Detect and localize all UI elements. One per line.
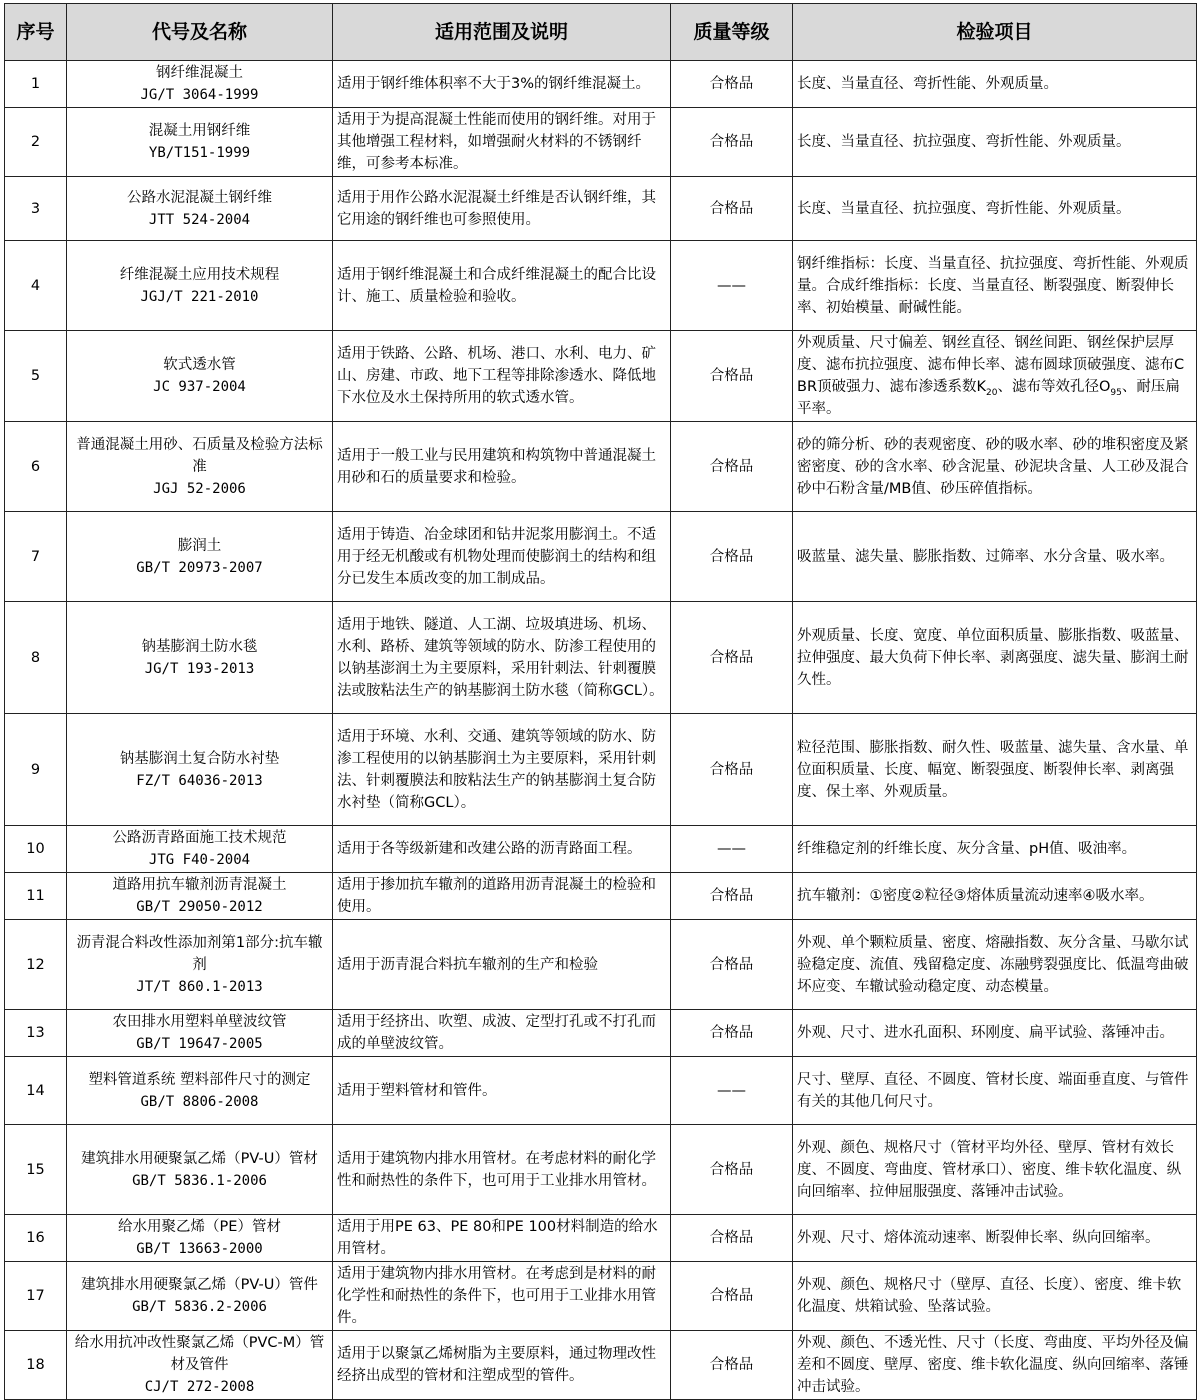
scope-text: 适用于沥青混合料抗车辙剂的生产和检验	[333, 920, 671, 1010]
standard-code: JTT 524-2004	[148, 211, 251, 228]
standard-code: JTG F40-2004	[148, 852, 251, 868]
row-number: 9	[5, 714, 67, 826]
standard-name	[67, 1057, 333, 1125]
table-row	[5, 241, 1197, 331]
standard-name	[67, 1125, 333, 1215]
standard-code: JG/T 193-2013	[144, 660, 255, 677]
standard-title: 膨润土	[177, 537, 222, 554]
quality-grade: 合格品	[671, 1125, 793, 1215]
header-grade: 质量等级	[671, 4, 793, 61]
quality-grade: 合格品	[671, 177, 793, 241]
header-name: 代号及名称	[67, 4, 333, 61]
standard-name	[67, 331, 333, 422]
standard-title: 钠基膨润土复合防水衬垫	[119, 750, 280, 767]
standard-title: 给水用聚乙烯（PE）管材	[118, 1219, 281, 1235]
quality-grade: 合格品	[671, 873, 793, 920]
inspection-items: 粒径范围、膨胀指数、耐久性、吸蓝量、滤失量、含水量、单位面积质量、长度、幅宽、断裂强度、断裂伸长率、剥离强度、保土率、外观质量。	[793, 714, 1197, 826]
standard-name	[67, 1215, 333, 1262]
row-number: 5	[5, 331, 67, 422]
table-row	[5, 826, 1197, 873]
header-items: 检验项目	[793, 4, 1197, 61]
inspection-items: 外观质量、尺寸偏差、钢丝直径、钢丝间距、钢丝保护层厚度、滤布抗拉强度、滤布伸长率、滤布圆球顶破强度、滤布CBR顶破强力、滤布渗透系数$K_{20}$、滤布等效孔径$O_{95}$、耐压扁平率。	[793, 331, 1197, 422]
standard-name	[67, 1262, 333, 1331]
inspection-items: 长度、当量直径、弯折性能、外观质量。	[793, 61, 1197, 108]
row-number: 3	[5, 177, 67, 241]
inspection-items: 尺寸、壁厚、直径、不圆度、管材长度、端面垂直度、与管件有关的其他几何尺寸。	[793, 1057, 1197, 1125]
quality-grade: 合格品	[671, 714, 793, 826]
scope-text: 适用于建筑物内排水用管材。在考虑到是材料的耐化学性和耐热性的条件下，也可用于工业排水用管件。	[333, 1262, 671, 1331]
table-row	[5, 1215, 1197, 1262]
standard-name	[67, 177, 333, 241]
standard-title: 农田排水用塑料单壁波纹管	[112, 1014, 287, 1030]
standard-code: JT/T 860.1-2013	[136, 978, 263, 995]
standard-title: 纤维混凝土应用技术规程	[119, 266, 280, 283]
standard-name	[67, 873, 333, 920]
standard-code: FZ/T 64036-2013	[136, 772, 263, 789]
standard-title: 混凝土用钢纤维	[148, 123, 251, 139]
standard-code: YB/T151-1999	[148, 145, 251, 161]
standard-title: 软式透水管	[163, 357, 236, 373]
scope-text: 适用于为提高混凝土性能而使用的钢纤维。对用于其他增强工程材料，如增强耐火材料的不锈钢纤维，可参考本标准。	[333, 108, 671, 177]
table-row	[5, 512, 1197, 602]
quality-grade: 合格品	[671, 1010, 793, 1057]
inspection-items: 外观、尺寸、进水孔面积、环刚度、扁平试验、落锤冲击。	[793, 1010, 1197, 1057]
scope-text: 适用于各等级新建和改建公路的沥青路面工程。	[333, 826, 671, 873]
standard-name	[67, 422, 333, 512]
standard-title: 给水用抗冲改性聚氯乙烯（PVC-M）管材及管件	[74, 1335, 325, 1373]
quality-grade: 合格品	[671, 1331, 793, 1400]
inspection-items: 钢纤维指标：长度、当量直径、抗拉强度、弯折性能、外观质量。合成纤维指标：长度、当量直径、断裂强度、断裂伸长率、初始模量、耐碱性能。	[793, 241, 1197, 331]
standard-name	[67, 602, 333, 714]
table-row	[5, 1331, 1197, 1400]
standard-code: JG/T 3064-1999	[140, 87, 259, 103]
table-row	[5, 1262, 1197, 1331]
scope-text: 适用于钢纤维体积率不大于3%的钢纤维混凝土。	[333, 61, 671, 108]
table-row	[5, 1057, 1197, 1125]
standard-title: 沥青混合料改性添加剂第1部分:抗车辙剂	[76, 934, 323, 973]
scope-text: 适用于用PE 63、PE 80和PE 100材料制造的给水用管材。	[333, 1215, 671, 1262]
scope-text: 适用于钢纤维混凝土和合成纤维混凝土的配合比设计、施工、质量检验和验收。	[333, 241, 671, 331]
row-number: 2	[5, 108, 67, 177]
standard-name	[67, 714, 333, 826]
standard-name	[67, 512, 333, 602]
scope-text: 适用于用作公路水泥混凝土纤维是否认钢纤维，其它用途的钢纤维也可参照使用。	[333, 177, 671, 241]
standard-name	[67, 1331, 333, 1400]
table-row	[5, 920, 1197, 1010]
standard-name	[67, 61, 333, 108]
standard-title: 建筑排水用硬聚氯乙烯（PV-U）管件	[81, 1277, 318, 1293]
standard-name	[67, 826, 333, 873]
inspection-items: 抗车辙剂：①密度②粒径③熔体质量流动速率④吸水率。	[793, 873, 1197, 920]
row-number: 4	[5, 241, 67, 331]
quality-grade: 合格品	[671, 61, 793, 108]
inspection-items: 外观、颜色、规格尺寸（壁厚、直径、长度）、密度、维卡软化温度、烘箱试验、坠落试验。	[793, 1262, 1197, 1331]
quality-grade: 合格品	[671, 512, 793, 602]
scope-text: 适用于一般工业与民用建筑和构筑物中普通混凝土用砂和石的质量要求和检验。	[333, 422, 671, 512]
inspection-items: 长度、当量直径、抗拉强度、弯折性能、外观质量。	[793, 177, 1197, 241]
row-number: 14	[5, 1057, 67, 1125]
standard-title: 普通混凝土用砂、石质量及检验方法标准	[76, 436, 323, 475]
standard-code: GB/T 8806-2008	[140, 1093, 259, 1110]
row-number: 10	[5, 826, 67, 873]
inspection-items: 外观、单个颗粒质量、密度、熔融指数、灰分含量、马歇尔试验稳定度、流值、残留稳定度、冻融劈裂强度比、低温弯曲破坏应变、车辙试验动稳定度、动态模量。	[793, 920, 1197, 1010]
quality-grade: 合格品	[671, 920, 793, 1010]
quality-grade: 合格品	[671, 331, 793, 422]
standard-code: CJ/T 272-2008	[144, 1379, 255, 1395]
standard-title: 钠基膨润土防水毯	[141, 638, 258, 655]
standard-code: JGJ 52-2006	[153, 480, 246, 497]
table-row	[5, 108, 1197, 177]
standard-title: 建筑排水用硬聚氯乙烯（PV-U）管材	[81, 1150, 318, 1167]
inspection-items: 长度、当量直径、抗拉强度、弯折性能、外观质量。	[793, 108, 1197, 177]
row-number: 16	[5, 1215, 67, 1262]
quality-grade: ——	[671, 1057, 793, 1125]
table-row	[5, 873, 1197, 920]
scope-text: 适用于掺加抗车辙剂的道路用沥青混凝土的检验和使用。	[333, 873, 671, 920]
inspection-items: 外观、颜色、不透光性、尺寸（长度、弯曲度、平均外径及偏差和不圆度、壁厚、密度、维卡软化温度、纵向回缩率、落锤冲击试验。	[793, 1331, 1197, 1400]
standards-table	[4, 3, 1197, 1400]
scope-text: 适用于建筑物内排水用管材。在考虑材料的耐化学性和耐热性的条件下，也可用于工业排水用管材。	[333, 1125, 671, 1215]
inspection-items: 砂的筛分析、砂的表观密度、砂的吸水率、砂的堆积密度及紧密密度、砂的含水率、砂含泥量、砂泥块含量、人工砂及混合砂中石粉含量/MB值、砂压碎值指标。	[793, 422, 1197, 512]
standard-code: GB/T 20973-2007	[136, 559, 263, 576]
scope-text: 适用于铸造、冶金球团和钻井泥浆用膨润土。不适用于经无机酸或有机物处理而使膨润土的结构和组分已发生本质改变的加工制成品。	[333, 512, 671, 602]
standard-name	[67, 108, 333, 177]
row-number: 12	[5, 920, 67, 1010]
standard-code: GB/T 13663-2000	[136, 1241, 263, 1257]
table-row	[5, 1010, 1197, 1057]
table-row	[5, 714, 1197, 826]
table-row	[5, 331, 1197, 422]
scope-text: 适用于塑料管材和管件。	[333, 1057, 671, 1125]
row-number: 8	[5, 602, 67, 714]
inspection-items: 外观、颜色、规格尺寸（管材平均外径、壁厚、管材有效长度、不圆度、弯曲度、管材承口）、密度、维卡软化温度、纵向回缩率、拉伸屈服强度、落锤冲击试验。	[793, 1125, 1197, 1215]
subscript: 20	[986, 387, 998, 398]
standard-code: GB/T 5836.1-2006	[132, 1172, 267, 1189]
header-no: 序号	[5, 4, 67, 61]
standard-title: 公路水泥混凝土钢纤维	[127, 189, 272, 206]
scope-text: 适用于环境、水利、交通、建筑等领域的防水、防渗工程使用的以钠基膨润土为主要原料，采用针刺法、针刺覆膜法和胺粘法生产的钠基膨润土复合防水衬垫（简称GCL）。	[333, 714, 671, 826]
standard-name	[67, 920, 333, 1010]
standard-title: 钢纤维混凝土	[156, 65, 243, 81]
scope-text: 适用于铁路、公路、机场、港口、水利、电力、矿山、房建、市政、地下工程等排除渗透水、降低地下水位及水土保持所用的软式透水管。	[333, 331, 671, 422]
standard-code: GB/T 19647-2005	[136, 1036, 263, 1052]
scope-text: 适用于以聚氯乙烯树脂为主要原料，通过物理改性经挤出成型的管材和注塑成型的管件。	[333, 1331, 671, 1400]
table-row	[5, 177, 1197, 241]
row-number: 15	[5, 1125, 67, 1215]
standard-code: GB/T 5836.2-2006	[132, 1299, 267, 1315]
quality-grade: ——	[671, 241, 793, 331]
table-row	[5, 1125, 1197, 1215]
quality-grade: 合格品	[671, 1215, 793, 1262]
quality-grade: 合格品	[671, 602, 793, 714]
row-number: 18	[5, 1331, 67, 1400]
header-scope: 适用范围及说明	[333, 4, 671, 61]
row-number: 6	[5, 422, 67, 512]
subscript: 95	[1110, 387, 1122, 398]
quality-grade: 合格品	[671, 1262, 793, 1331]
inspection-items: 外观质量、长度、宽度、单位面积质量、膨胀指数、吸蓝量、拉伸强度、最大负荷下伸长率、剥离强度、滤失量、膨润土耐久性。	[793, 602, 1197, 714]
standard-code: JC 937-2004	[153, 379, 246, 395]
row-number: 17	[5, 1262, 67, 1331]
row-number: 11	[5, 873, 67, 920]
row-number: 13	[5, 1010, 67, 1057]
quality-grade: 合格品	[671, 422, 793, 512]
standard-name	[67, 1010, 333, 1057]
standard-code: JGJ/T 221-2010	[140, 288, 259, 305]
quality-grade: ——	[671, 826, 793, 873]
row-number: 1	[5, 61, 67, 108]
standard-title: 公路沥青路面施工技术规范	[112, 830, 287, 846]
quality-grade: 合格品	[671, 108, 793, 177]
standard-code: GB/T 29050-2012	[136, 899, 263, 915]
table-row	[5, 61, 1197, 108]
inspection-items: 纤维稳定剂的纤维长度、灰分含量、pH值、吸油率。	[793, 826, 1197, 873]
table-row	[5, 422, 1197, 512]
table-row	[5, 602, 1197, 714]
scope-text: 适用于经挤出、吹塑、成波、定型打孔或不打孔而成的单壁波纹管。	[333, 1010, 671, 1057]
row-number: 7	[5, 512, 67, 602]
scope-text: 适用于地铁、隧道、人工湖、垃圾填进场、机场、水利、路桥、建筑等领域的防水、防渗工程使用的以钠基澎润土为主要原料，采用针刺法、针刺覆膜法或胺粘法生产的钠基膨润土防水毯（简称GCL）。	[333, 602, 671, 714]
table-header-row	[5, 4, 1197, 61]
inspection-items: 吸蓝量、滤失量、膨胀指数、过筛率、水分含量、吸水率。	[793, 512, 1197, 602]
inspection-items: 外观、尺寸、熔体流动速率、断裂伸长率、纵向回缩率。	[793, 1215, 1197, 1262]
standard-title: 道路用抗车辙剂沥青混凝土	[112, 877, 287, 893]
standard-name	[67, 241, 333, 331]
standard-title: 塑料管道系统 塑料部件尺寸的测定	[88, 1071, 311, 1088]
